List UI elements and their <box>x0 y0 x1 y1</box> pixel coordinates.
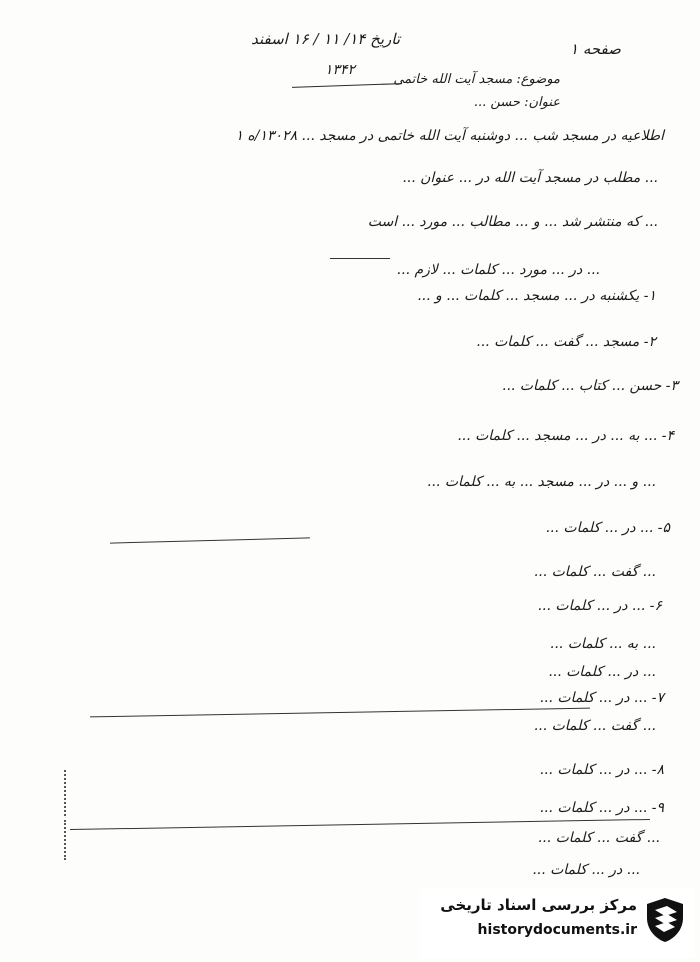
archive-watermark <box>420 888 695 958</box>
item-6-cont-2: ... در ... کلمات ... <box>548 664 656 680</box>
handwritten-underline <box>90 708 590 718</box>
body-line-1: اطلاعیه در مسجد شب ... دوشنبه آیت الله خاتمی در مسجد ... ۱۳۰۲۸/ه ۱ <box>235 128 664 144</box>
item-5-cont: ... گفت ... کلمات ... <box>533 564 656 580</box>
handwritten-underline <box>70 819 650 830</box>
page-number: صفحه ۱ <box>570 40 621 58</box>
item-9-cont-2: ... در ... کلمات ... <box>532 862 640 878</box>
item-3: ۳- حسن ... کتاب ... کلمات ... <box>502 378 678 394</box>
handwritten-underline <box>330 258 390 259</box>
document-year: ۱۳۴۲ <box>324 62 355 78</box>
item-8: ۸- ... در ... کلمات ... <box>539 762 664 778</box>
item-2: ۲- مسجد ... گفت ... کلمات ... <box>476 334 656 350</box>
document-date: تاریخ ۱۴/ ۱۱ / ۱۶ اسفند <box>251 30 400 48</box>
body-line-3: ... که منتشر شد ... و ... مطالب ... مورد ... است <box>367 214 658 230</box>
item-4: ۴- ... به ... در ... مسجد ... کلمات ... <box>457 428 674 444</box>
item-6-cont: ... به ... کلمات ... <box>549 636 656 652</box>
body-line-2: ... مطلب در مسجد آیت الله در ... عنوان ... <box>402 170 658 186</box>
item-1: ۱- یکشنبه در ... مسجد ... کلمات ... و ... <box>417 288 656 304</box>
item-6: ۶- ... در ... کلمات ... <box>537 598 662 614</box>
handwritten-underline <box>110 537 310 543</box>
subject-line: موضوع: مسجد آیت الله خاتمی <box>393 72 560 87</box>
watermark-name: مرکز بررسی اسناد تاریخی <box>440 896 637 914</box>
margin-mark <box>64 770 72 816</box>
item-4-cont: ... و ... در ... مسجد ... به ... کلمات ... <box>427 474 656 490</box>
title-line: عنوان: حسن ... <box>473 95 560 110</box>
item-7: ۷- ... در ... کلمات ... <box>539 690 664 706</box>
item-9: ۹- ... در ... کلمات ... <box>539 800 664 816</box>
item-7-cont: ... گفت ... کلمات ... <box>533 718 656 734</box>
item-5: ۵- ... در ... کلمات ... <box>545 520 670 536</box>
item-9-cont: ... گفت ... کلمات ... <box>537 830 660 846</box>
body-line-4: ... در ... مورد ... کلمات ... لازم ... <box>396 262 600 278</box>
archive-logo-icon <box>643 896 687 944</box>
watermark-site: historydocuments.ir <box>477 922 637 938</box>
margin-mark <box>64 820 72 860</box>
